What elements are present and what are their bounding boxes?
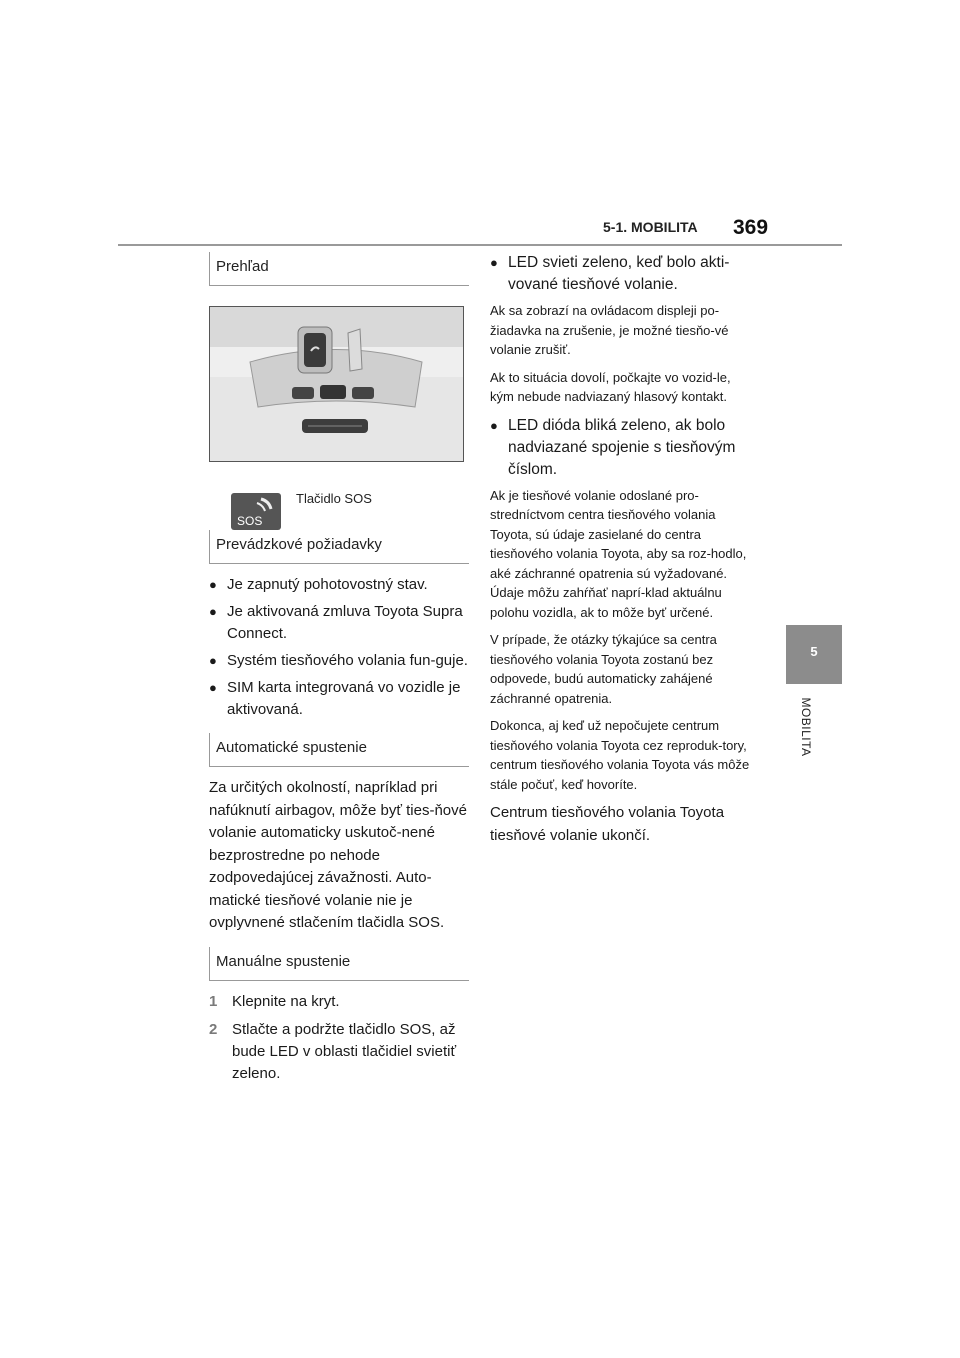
chapter-label (786, 692, 813, 772)
chapter-number: 5 (810, 644, 818, 659)
led-status-list-2 (490, 415, 756, 481)
list-item: ● Je zapnutý pohotovostný stav. (209, 576, 428, 593)
auto-start-heading: Automatické spustenie (209, 733, 469, 767)
right-column (490, 252, 756, 847)
list-item: ● LED svieti zeleno, keď bolo akti-vované tiesňové volanie. (490, 254, 730, 293)
page-number: 369 (733, 216, 769, 239)
note-cancel: Ak sa zobrazí na ovládacom displeji po-žiadavka na zrušenie, je možné tiesňo-vé volanie zrušiť. (490, 303, 729, 357)
note-still-hear: Dokonca, aj keď už nepočujete centrum tiesňového volania Toyota cez reproduk-tory, centrum tiesňového volania Toyota vás môže stále počuť, keď hovoríte. (490, 718, 750, 792)
note-wait: Ak to situácia dovolí, počkajte vo vozid-le, kým nebude nadviazaný hlasový kontakt. (490, 369, 731, 404)
note-data-transfer: Ak je tiesňové volanie odoslané pro-stredníctvom centra tiesňového volania Toyota, sú údaje zasielané do centra tiesňového volania Toyota, aby sa roz-hodlo, aké záchranné opatrenia sú vyžadované. Údaje môžu zahŕňať naprí-klad aktuálnu polohu vozidla, ak to môže byť určené. (490, 487, 747, 620)
manual-start-heading: Manuálne spustenie (209, 947, 469, 981)
requirements-list (209, 574, 469, 721)
chapter-label-text: MOBILITA (799, 697, 813, 757)
header-divider (118, 244, 842, 246)
requirements-heading: Prevádzkové požiadavky (209, 530, 469, 564)
note-no-answer: V prípade, že otázky týkajúce sa centra tiesňového volania Toyota zostanú bez odpovede, budú automaticky zahájené záchranné opatrenia. (490, 632, 717, 706)
overhead-console-illustration (209, 306, 464, 462)
auto-start-text: Za určitých okolností, napríklad pri nafúknutí airbagov, môže byť ties-ňové volanie automaticky uskutoč-nené bezprostredne po nehode zodpovedajúcej závažnosti. Auto-matické tiesňové volanie nie je ovplyvnené stlačením tlačidla SOS. (209, 779, 467, 931)
chapter-tab (786, 625, 842, 684)
section-title: 5-1. MOBILITA (603, 219, 698, 235)
closing-text: Centrum tiesňového volania Toyota tiesňové volanie ukončí. (490, 804, 725, 844)
sos-icon-text: SOS (237, 514, 263, 528)
list-item: ● LED dióda bliká zeleno, ak bolo nadviazané spojenie s tiesňovým číslom. (490, 416, 736, 478)
list-item: ● SIM karta integrovaná vo vozidle je aktivovaná. (209, 679, 461, 718)
list-item: 2 Stlačte a podržte tlačidlo SOS, až bude LED v oblasti tlačidiel svietiť zeleno. (209, 1020, 457, 1082)
sos-button-legend (209, 484, 469, 530)
manual-steps (209, 991, 469, 1085)
list-item: 1 Klepnite na kryt. (209, 992, 340, 1010)
list-item: ● Systém tiesňového volania fun-guje. (209, 652, 468, 669)
led-status-list-1 (490, 252, 756, 296)
overview-heading: Prehľad (209, 252, 469, 286)
left-column (209, 252, 469, 1091)
sos-caption: Tlačidlo SOS (296, 491, 372, 506)
sos-phone-icon (231, 493, 281, 530)
list-item: ● Je aktivovaná zmluva Toyota Supra Connect. (209, 603, 463, 642)
